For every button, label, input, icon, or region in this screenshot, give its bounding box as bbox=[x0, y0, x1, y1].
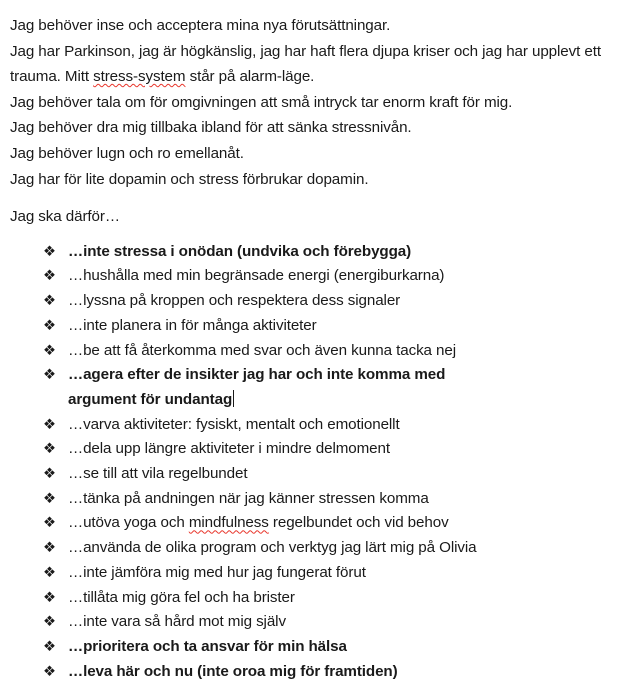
intro-line-1 bbox=[10, 13, 627, 39]
list-item-text: …be att få återkomma med svar och även kunna tacka nej bbox=[68, 341, 456, 359]
diamond-bullet-icon: ❖ bbox=[43, 589, 56, 606]
list-item-text: …använda de olika program och verktyg jag lärt mig på Olivia bbox=[68, 539, 477, 557]
diamond-bullet-icon: ❖ bbox=[43, 367, 56, 384]
intro-line-2-text-before: Jag har Parkinson, jag är högkänslig, jag har haft flera djupa kriser och jag har upplevt ett trauma. Mitt bbox=[10, 42, 601, 86]
diamond-bullet-icon: ❖ bbox=[43, 342, 56, 359]
intro-line-5 bbox=[10, 141, 627, 167]
intro-line-6-text: Jag har för lite dopamin och stress förbrukar dopamin. bbox=[10, 170, 369, 188]
list-item-text: …lyssna på kroppen och respektera dess signaler bbox=[68, 292, 401, 310]
lead-in-text: Jag ska därför… bbox=[10, 208, 120, 226]
list-item bbox=[10, 413, 627, 438]
list-item bbox=[10, 240, 627, 265]
list-item-text: …varva aktiviteter: fysiskt, mentalt och emotionellt bbox=[68, 415, 400, 433]
list-item bbox=[10, 264, 627, 289]
list-item-text: …tillåta mig göra fel och ha brister bbox=[68, 588, 295, 606]
list-item bbox=[10, 635, 627, 660]
intro-line-5-text: Jag behöver lugn och ro emellanåt. bbox=[10, 144, 244, 162]
intro-paragraph bbox=[10, 13, 627, 192]
list-item-text: …leva här och nu (inte oroa mig för framtiden) bbox=[68, 662, 398, 680]
list-item bbox=[10, 536, 627, 561]
list-item-text: …inte planera in för många aktiviteter bbox=[68, 316, 317, 334]
list-item-text-before: …utöva yoga och bbox=[68, 514, 189, 532]
diamond-bullet-icon: ❖ bbox=[43, 663, 56, 680]
text-cursor-caret bbox=[233, 390, 235, 407]
diamond-bullet-icon: ❖ bbox=[43, 639, 56, 655]
lead-in-line bbox=[10, 204, 627, 230]
list-item bbox=[10, 363, 627, 412]
diamond-bullet-icon: ❖ bbox=[43, 490, 56, 507]
list-item bbox=[10, 660, 627, 685]
list-item-text: …inte stressa i onödan (undvika och förebygga) bbox=[68, 242, 412, 260]
bullet-list bbox=[10, 240, 627, 685]
list-item-text: …inte vara så hård mot mig själv bbox=[68, 613, 286, 631]
diamond-bullet-icon: ❖ bbox=[43, 466, 56, 483]
list-item bbox=[10, 610, 627, 635]
list-item bbox=[10, 437, 627, 462]
list-item bbox=[10, 289, 627, 314]
list-item-text: …prioritera och ta ansvar för min hälsa bbox=[68, 638, 347, 655]
diamond-bullet-icon: ❖ bbox=[43, 268, 56, 285]
list-item-text: …hushålla med min begränsade energi (energiburkarna) bbox=[68, 267, 445, 285]
list-item-text: …agera efter de insikter jag har och inte komma med bbox=[68, 366, 446, 384]
misspelled-word-mindfulness: mindfulness bbox=[188, 514, 269, 532]
diamond-bullet-icon: ❖ bbox=[43, 540, 56, 557]
list-item-text-after: regelbundet och vid behov bbox=[268, 514, 449, 532]
diamond-bullet-icon: ❖ bbox=[43, 564, 56, 581]
diamond-bullet-icon: ❖ bbox=[43, 243, 56, 260]
misspelled-word-stress-system: stress-system bbox=[93, 68, 186, 86]
diamond-bullet-icon: ❖ bbox=[43, 515, 56, 532]
list-item bbox=[10, 462, 627, 487]
list-item-wrapped-text: argument för undantag bbox=[68, 390, 233, 408]
list-item-text: …se till att vila regelbundet bbox=[68, 465, 248, 483]
intro-line-3-text: Jag behöver tala om för omgivningen att små intryck tar enorm kraft för mig. bbox=[10, 93, 513, 111]
list-item bbox=[10, 339, 627, 364]
list-item bbox=[10, 586, 627, 611]
diamond-bullet-icon: ❖ bbox=[43, 614, 56, 631]
list-item bbox=[10, 561, 627, 586]
intro-line-1-text: Jag behöver inse och acceptera mina nya förutsättningar. bbox=[10, 17, 391, 34]
diamond-bullet-icon: ❖ bbox=[43, 293, 56, 310]
intro-line-6 bbox=[10, 167, 627, 193]
intro-line-4-text: Jag behöver dra mig tillbaka ibland för att sänka stressnivån. bbox=[10, 119, 412, 137]
diamond-bullet-icon: ❖ bbox=[43, 317, 56, 334]
intro-line-3 bbox=[10, 90, 627, 116]
diamond-bullet-icon: ❖ bbox=[43, 441, 56, 458]
list-item-text: …dela upp längre aktiviteter i mindre delmoment bbox=[68, 440, 390, 458]
list-item bbox=[10, 314, 627, 339]
intro-line-4 bbox=[10, 115, 627, 141]
list-item-wrapped-line bbox=[68, 388, 627, 413]
diamond-bullet-icon: ❖ bbox=[43, 416, 56, 433]
list-item bbox=[10, 487, 627, 512]
intro-line-2-text-after: står på alarm-läge. bbox=[185, 68, 315, 86]
list-item-text: …inte jämföra mig med hur jag fungerat förut bbox=[68, 563, 366, 581]
list-item-text: …tänka på andningen när jag känner stressen komma bbox=[68, 489, 429, 507]
list-item bbox=[10, 511, 627, 536]
intro-line-2 bbox=[10, 39, 627, 90]
